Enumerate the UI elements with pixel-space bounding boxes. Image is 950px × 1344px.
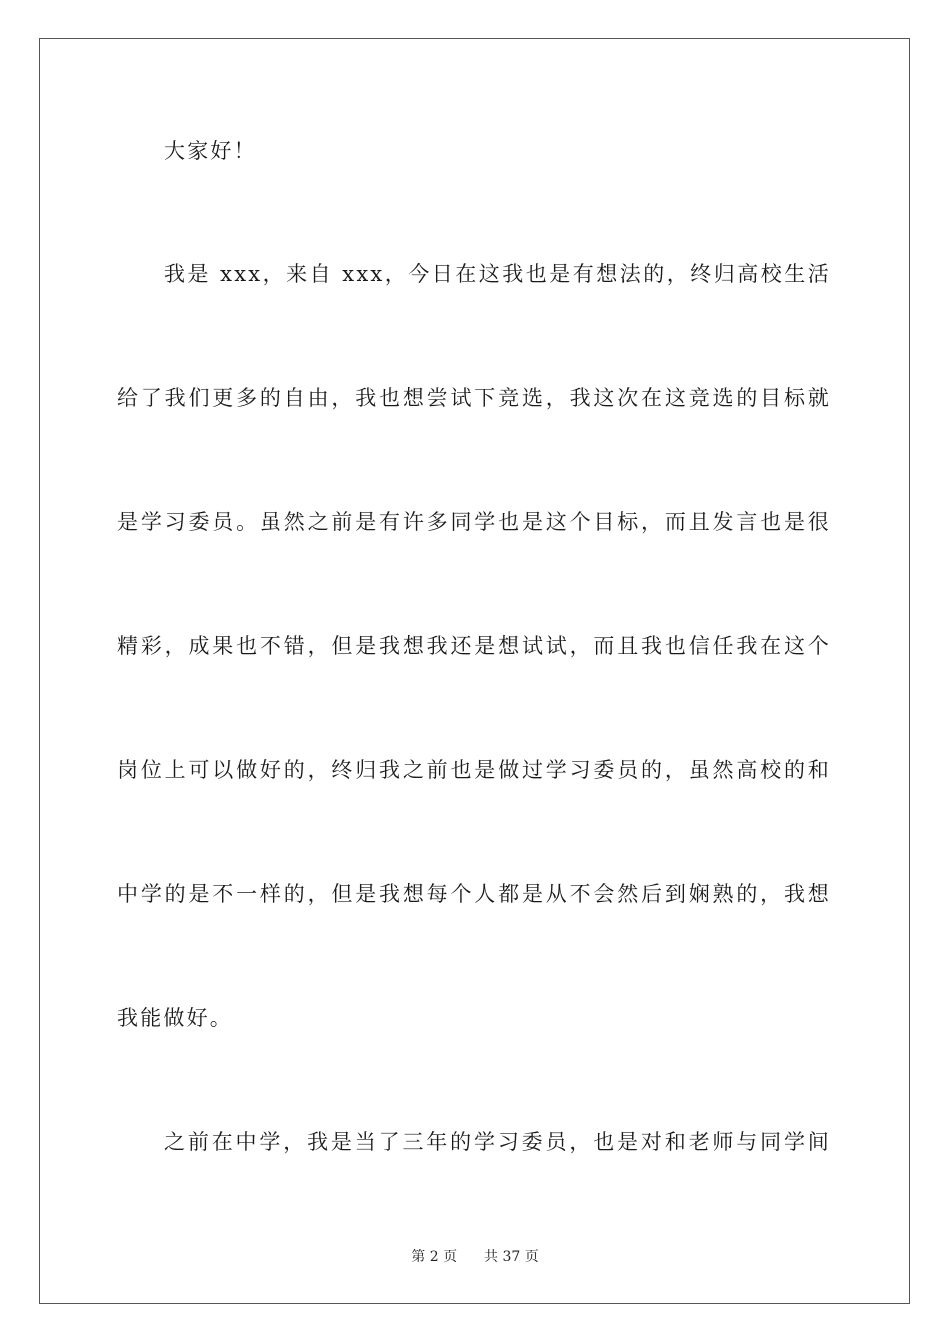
paragraph-line: 精彩，成果也不错，但是我想我还是想试试，而且我也信任我在这个	[117, 634, 831, 658]
page-total: 共 37 页	[484, 1249, 539, 1265]
page-number: 第 2 页	[411, 1249, 458, 1265]
page-footer	[0, 1247, 950, 1267]
greeting-line: 大家好！	[164, 139, 257, 163]
paragraph-line: 是学习委员。虽然之前是有许多同学也是这个目标，而且发言也是很	[117, 510, 831, 534]
paragraph-line: 中学的是不一样的，但是我想每个人都是从不会然后到娴熟的，我想	[117, 882, 831, 906]
paragraph-line: 之前在中学，我是当了三年的学习委员，也是对和老师与同学间	[164, 1130, 831, 1154]
paragraph-line: 给了我们更多的自由，我也想尝试下竞选，我这次在这竞选的目标就	[117, 386, 831, 410]
paragraph-line: 我是 xxx，来自 xxx，今日在这我也是有想法的，终归高校生活	[164, 262, 831, 286]
paragraph-line: 我能做好。	[117, 1006, 233, 1030]
page-frame	[39, 38, 910, 1304]
paragraph-line: 岗位上可以做好的，终归我之前也是做过学习委员的，虽然高校的和	[117, 758, 831, 782]
